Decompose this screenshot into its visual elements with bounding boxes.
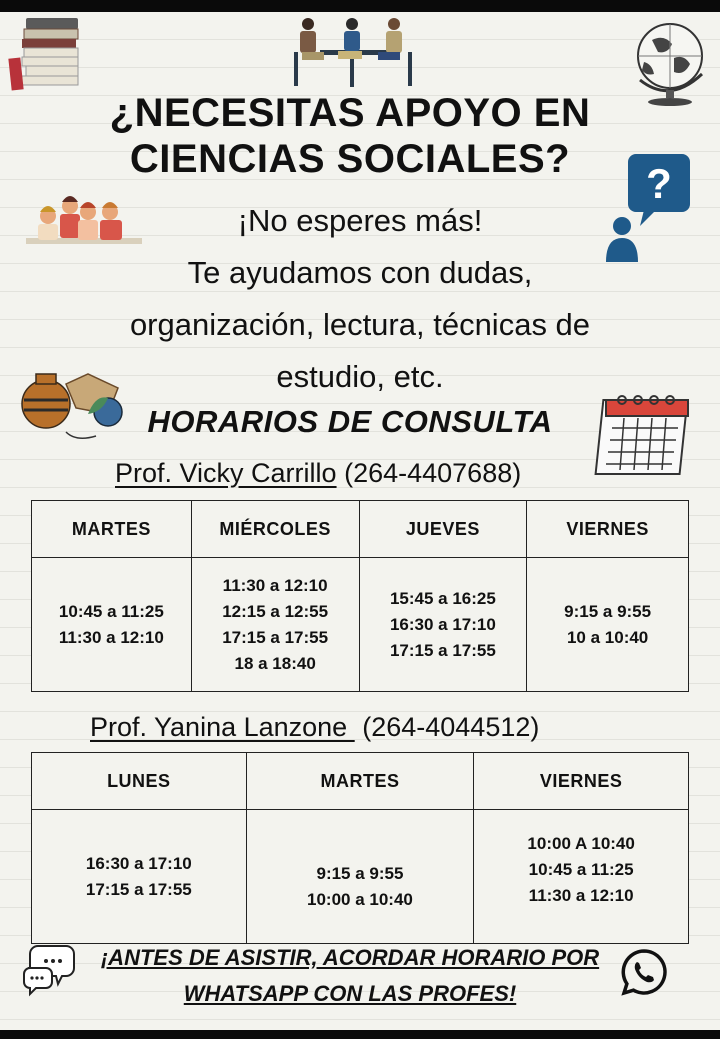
table-cell <box>32 558 192 692</box>
intro-text <box>40 195 680 403</box>
time-slot: 15:45 a 16:25 <box>389 588 496 608</box>
prof2-phone: (264-4044512) <box>362 712 540 742</box>
table-cell <box>191 558 359 692</box>
table-header-row <box>32 501 689 558</box>
footer-note <box>70 940 630 1012</box>
title-line-2: CIENCIAS SOCIALES? <box>129 137 571 181</box>
chat-bubbles-icon <box>22 942 76 1000</box>
table-cell <box>32 810 247 944</box>
table-header-cell: LUNES <box>32 753 247 810</box>
time-slot: 10:45 a 11:25 <box>528 859 634 879</box>
time-slot: 17:15 a 17:55 <box>222 627 329 647</box>
time-slot: 12:15 a 12:55 <box>222 601 329 621</box>
table-header-cell: MARTES <box>246 753 474 810</box>
table-header-cell: JUEVES <box>359 501 527 558</box>
prof1-phone: (264-4407688) <box>344 458 522 488</box>
time-slot: 11:30 a 12:10 <box>222 575 328 595</box>
time-slot: 9:15 a 9:55 <box>316 863 404 883</box>
time-slot: 17:15 a 17:55 <box>389 640 496 660</box>
footer-line-2: WHATSAPP CON LAS PROFES! <box>183 981 517 1006</box>
flyer <box>0 12 720 1030</box>
time-slot: 10:00 A 10:40 <box>527 833 635 853</box>
time-slot: 11:30 a 12:10 <box>528 885 634 905</box>
table-cell <box>527 558 689 692</box>
intro-line-3: organización, lectura, técnicas de <box>129 307 591 342</box>
table-header-cell: MIÉRCOLES <box>191 501 359 558</box>
footer-line-1: ¡ANTES DE ASISTIR, ACORDAR HORARIO POR <box>100 945 600 970</box>
time-slot: 9:15 a 9:55 <box>564 601 652 621</box>
prof1-name: Prof. Vicky Carrillo <box>115 458 337 488</box>
table-row <box>32 810 689 944</box>
table-cell <box>246 810 474 944</box>
table-header-cell: MARTES <box>32 501 192 558</box>
prof2-name: Prof. Yanina Lanzone <box>90 712 355 742</box>
intro-line-1: ¡No esperes más! <box>237 203 483 238</box>
meeting-people-icon <box>290 16 418 92</box>
time-slot: 16:30 a 17:10 <box>85 853 192 873</box>
table-header-cell: VIERNES <box>474 753 689 810</box>
svg-text:?: ? <box>646 160 672 207</box>
books-icon <box>8 16 84 96</box>
table-header-cell: VIERNES <box>527 501 689 558</box>
time-slot: 10:00 a 10:40 <box>307 889 413 909</box>
time-slot: 10:45 a 11:25 <box>58 601 164 621</box>
table-cell <box>359 558 527 692</box>
time-slot: 11:30 a 12:10 <box>58 627 164 647</box>
prof1-schedule-table <box>31 500 689 692</box>
intro-line-4: estudio, etc. <box>276 359 444 394</box>
table-row <box>32 558 689 692</box>
intro-line-2: Te ayudamos con dudas, <box>187 255 533 290</box>
page-title <box>60 90 640 182</box>
globe-icon <box>630 18 710 110</box>
table-cell <box>474 810 689 944</box>
title-line-1: ¿NECESITAS APOYO EN <box>109 91 591 135</box>
time-slot: 17:15 a 17:55 <box>85 879 192 899</box>
time-slot: 18 a 18:40 <box>234 653 316 673</box>
table-header-row <box>32 753 689 810</box>
section-title: HORARIOS DE CONSULTA <box>147 404 553 439</box>
time-slot: 16:30 a 17:10 <box>389 614 496 634</box>
prof2-schedule-table <box>31 752 689 944</box>
time-slot: 10 a 10:40 <box>566 627 649 647</box>
prof2-heading <box>90 712 539 743</box>
prof1-heading <box>115 458 521 489</box>
